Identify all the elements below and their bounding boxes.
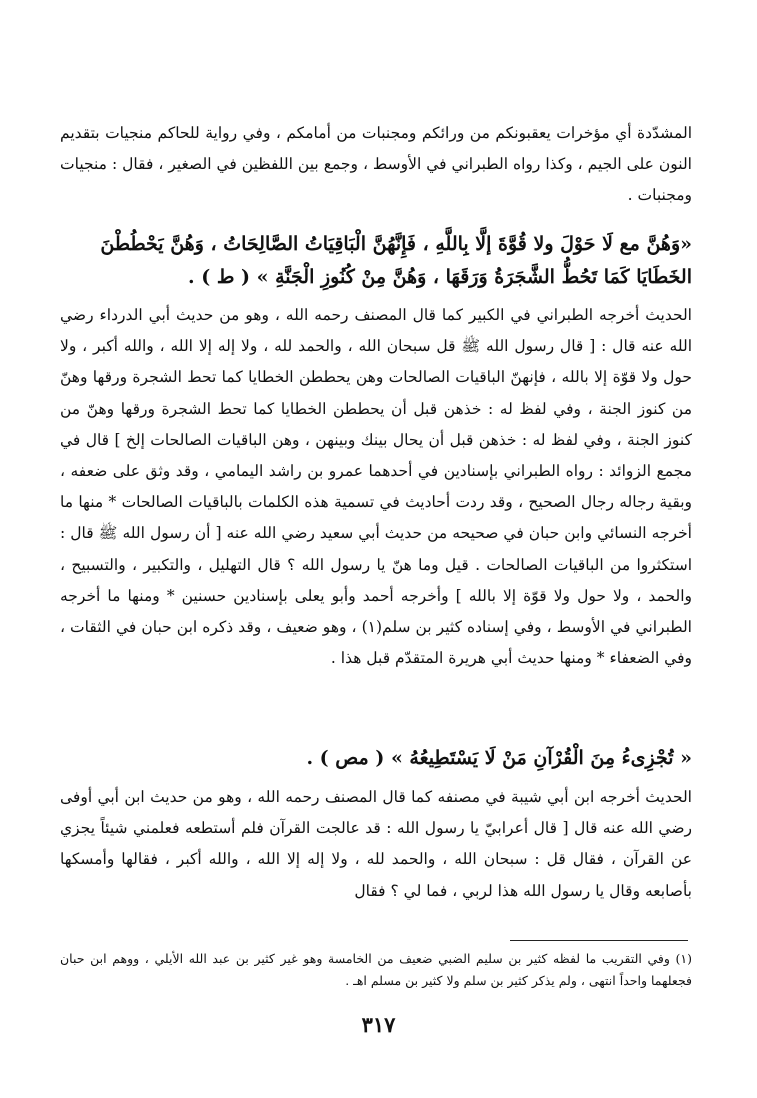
hadith-quote-tujzi: « تُجْزِىءُ مِنَ الْقُرْآنِ مَنْ لَا يَسْتَطِيعُهُ » ( مص ) . <box>306 747 692 769</box>
hadith-quote-baqiyat: «وَهُنَّ مع لَا حَوْلَ ولا قُوَّةَ إلَّا بِاللَّهِ ، فَإِنَّهُنَّ الْبَاقِيَاتُ الصَّالِحَاتُ ، وَهُنَّ يَحْطُطْنَ الخَطَايَا كَمَا تَحُطُّ الشَّجَرَةُ وَرَقَهَا ، وَهُنَّ مِنْ كُنُوزِ الْجَنَّةِ » ( ط ) . <box>100 233 692 288</box>
hadith-commentary-paragraph-2: الحديث أخرجه ابن أبي شيبة في مصنفه كما قال المصنف رحمه الله ، وهو من حديث ابن أبي أوفى رضي الله عنه قال [ قال أعرابيّ يا رسول الله : قد عالجت القرآن فلم أستطعه فعلمني شيئاً يجزي عن القرآن ، فقال قل : سبحان الله ، والحمد لله ، ولا إله إلا الله ، والله أكبر ، فقالها وأمسكها بأصابعه وقال يا رسول الله هذا لربي ، فما لي ؟ فقال <box>60 788 692 900</box>
intro-paragraph: المشدّدة أي مؤخرات يعقبونكم من ورائكم ومجنبات من أمامكم ، وفي رواية للحاكم منجيات بتقديم النون على الجيم ، وكذا رواه الطبراني في الأوسط ، وجمع بين اللفظين في الصغير ، فقال : منجيات ومجنبات . <box>60 124 692 205</box>
footnote: (١) وفي التقريب ما لفظه كثير بن سليم الضبي ضعيف من الخامسة وهو غير كثير بن عبد الله الأيلي ، ووهم ابن حبان فجعلهما واحداً انتهى ، ولم يذكر كثير بن سلم ولا كثير بن مسلم اهـ . <box>60 951 692 988</box>
page-number: ٣١٧ <box>361 1012 396 1037</box>
footnote-divider <box>510 940 688 941</box>
hadith-commentary-paragraph: الحديث أخرجه الطبراني في الكبير كما قال المصنف رحمه الله ، وهو من حديث أبي الدرداء رضي الله عنه قال : [ قال رسول الله ﷺ قل سبحان الله ، والحمد لله ، ولا إله إلا الله ، والله أكبر ، ولا حول ولا قوّة إلا بالله ، فإنهنّ الباقيات الصالحات وهن يحططن الخطايا كما تحط الشجرة ورقها وهنّ من كنوز الجنة ، وفي لفظ له : خذهن قبل أن يحططن الخطايا كما تحط الشجرة ورقها وهنّ من كنوز الجنة ، وفي لفظ له : خذهن قبل أن يحال بينك وبينهن ، وهن الباقيات الصالحات إلخ ] قال في مجمع الزوائد : رواه الطبراني بإسنادين في أحدهما عمرو بن راشد اليمامي ، وقد وثق على ضعفه ، وبقية رجاله رجال الصحيح ، وقد ردت أحاديث في تسمية هذه الكلمات بالباقيات الصالحات * منها ما أخرجه النسائي وابن حبان في صحيحه من حديث أبي سعيد رضي الله عنه [ أن رسول الله ﷺ قال : استكثروا من الباقيات الصالحات . قيل وما هنّ يا رسول الله ؟ قال التهليل ، والتكبير ، والتسبيح ، والحمد ، ولا حول ولا قوّة إلا بالله ] وأخرجه أحمد وأبو يعلى بإسنادين حسنين * ومنها ما أخرجه الطبراني في الأوسط ، وفي إسناده كثير بن سلم(١) ، وهو ضعيف ، وقد ذكره ابن حبان في الثقات ، وفي الضعفاء * ومنها حديث أبي هريرة المتقدّم قبل هذا . <box>60 306 692 668</box>
